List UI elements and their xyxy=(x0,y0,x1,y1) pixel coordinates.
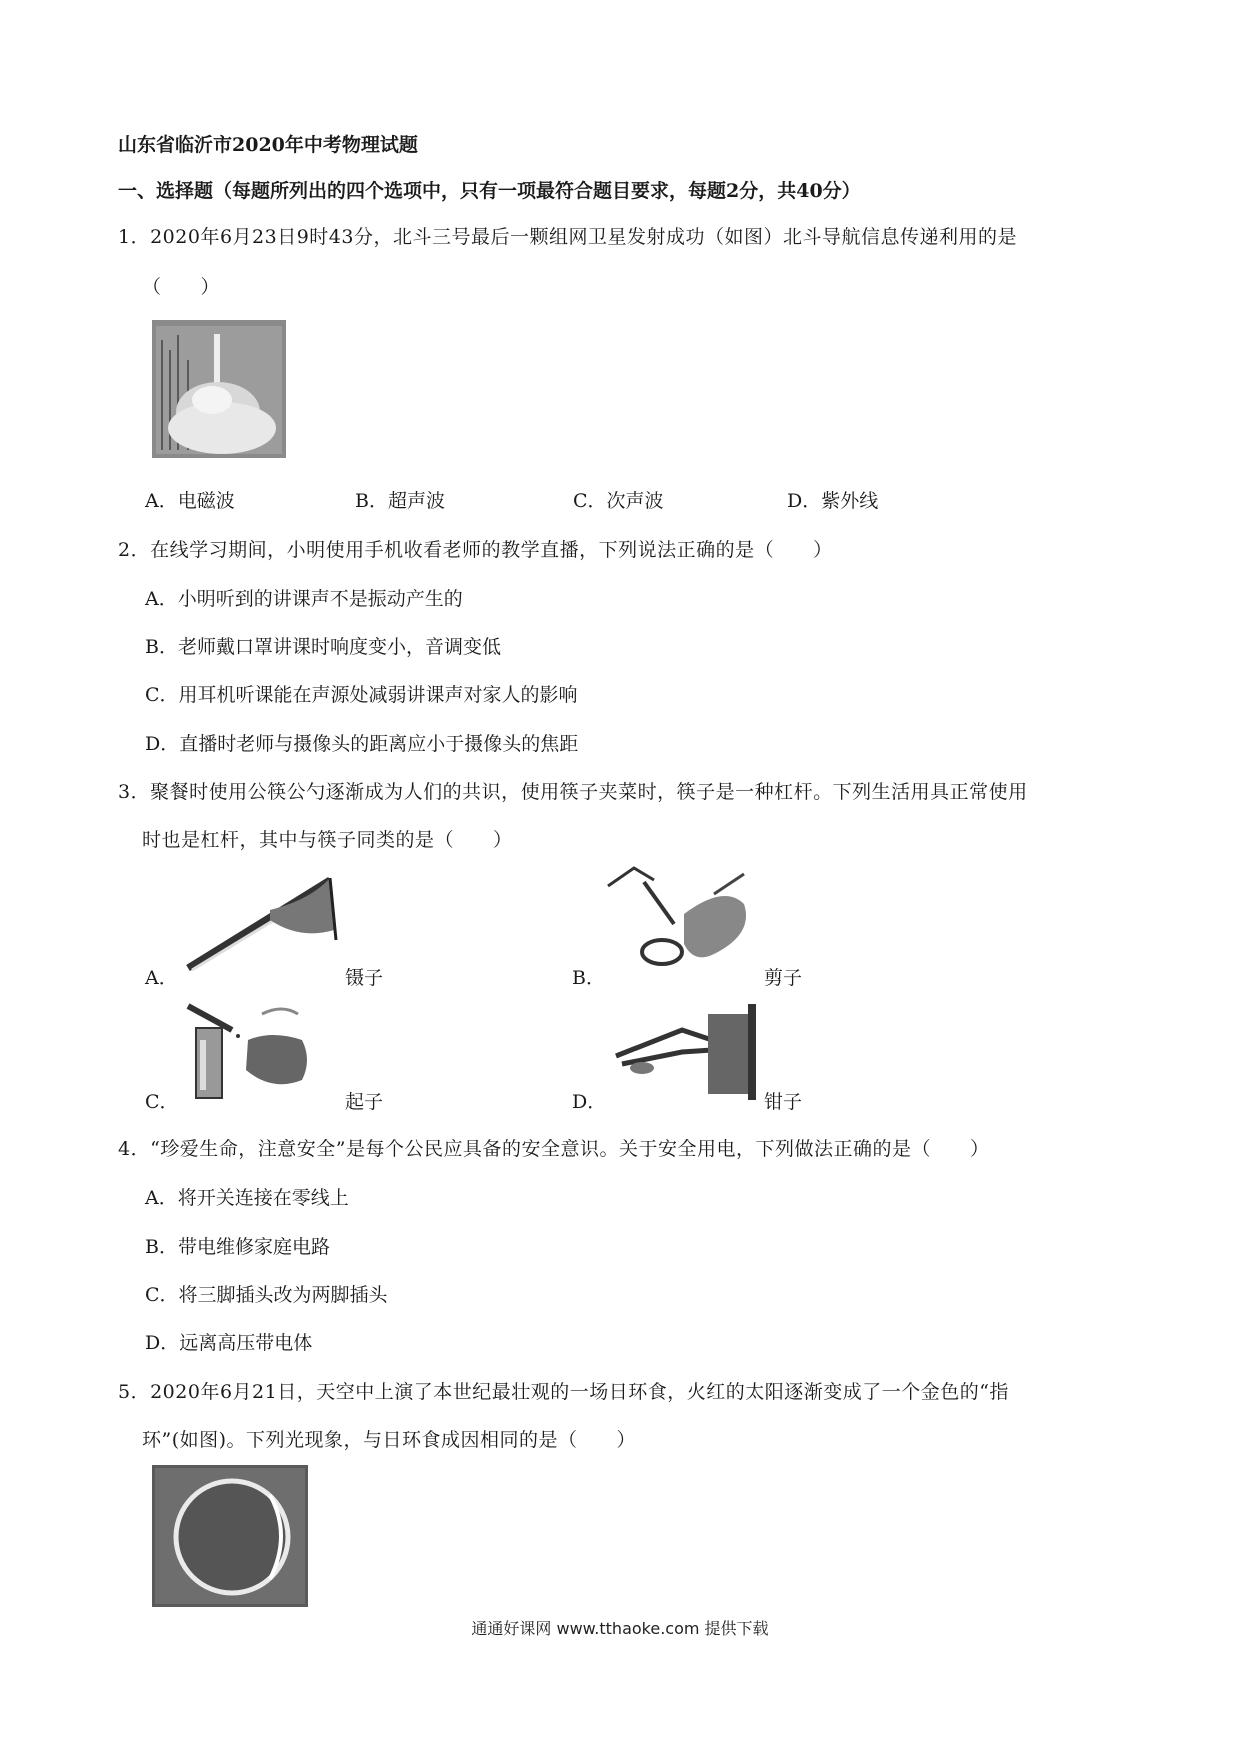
q3-option-b-letter: B． xyxy=(572,967,605,989)
q4-option-b: B．带电维修家庭电路 xyxy=(145,1236,330,1258)
q3-option-a-name: 镊子 xyxy=(345,967,384,989)
q4-option-c: C．将三脚插头改为两脚插头 xyxy=(145,1284,388,1306)
q1-option-b: B．超声波 xyxy=(355,490,445,512)
q1-option-a: A．电磁波 xyxy=(145,490,235,512)
page-footer: 通通好课网 www.tthaoke.com 提供下载 xyxy=(471,1619,769,1638)
q1-option-d: D．紫外线 xyxy=(787,490,879,512)
scissors-icon xyxy=(604,864,754,976)
q5-stem-line2: 环”(如图)。下列光现象，与日环食成因相同的是（ ） xyxy=(142,1429,637,1451)
q2-option-a: A．小明听到的讲课声不是振动产生的 xyxy=(145,588,463,610)
tweezers-icon xyxy=(180,870,340,978)
q2-option-d: D．直播时老师与摄像头的距离应小于摄像头的焦距 xyxy=(145,733,579,755)
q1-option-c: C．次声波 xyxy=(573,490,664,512)
q5-stem-line1: 5．2020年6月21日，天空中上演了本世纪最壮观的一场日环食，火红的太阳逐渐变成了一个金色的“指 xyxy=(118,1381,1009,1403)
q3-option-a-letter: A． xyxy=(145,967,178,989)
annular-eclipse-image xyxy=(152,1465,308,1607)
rocket-launch-image xyxy=(152,320,286,458)
q3-option-d-letter: D． xyxy=(572,1091,607,1113)
q3-stem-line1: 3．聚餐时使用公筷公勺逐渐成为人们的共识，使用筷子夹菜时，筷子是一种杠杆。下列生活用具正常使用 xyxy=(118,781,1028,803)
q4-option-d: D．远离高压带电体 xyxy=(145,1332,313,1354)
q3-stem-line2: 时也是杠杆，其中与筷子同类的是（ ） xyxy=(142,829,513,851)
q1-stem-line1: 1．2020年6月23日9时43分，北斗三号最后一颗组网卫星发射成功（如图）北斗导航信息传递利用的是 xyxy=(118,226,1017,248)
q4-stem: 4．“珍爱生命，注意安全”是每个公民应具备的安全意识。关于安全用电，下列做法正确的是（ ） xyxy=(118,1138,990,1160)
q3-option-c-name: 起子 xyxy=(345,1091,384,1113)
q2-option-c: C．用耳机听课能在声源处减弱讲课声对家人的影响 xyxy=(145,684,578,706)
q2-option-b: B．老师戴口罩讲课时响度变小，音调变低 xyxy=(145,636,501,658)
q1-stem-line2: （ ） xyxy=(142,276,221,298)
q2-stem: 2．在线学习期间，小明使用手机收看老师的教学直播，下列说法正确的是（ ） xyxy=(118,539,833,561)
q3-option-d-name: 钳子 xyxy=(764,1091,803,1113)
bottle-opener-icon xyxy=(182,1000,332,1102)
q3-option-c-letter: C． xyxy=(145,1091,179,1113)
page-title: 山东省临沂市2020年中考物理试题 xyxy=(118,134,418,156)
q3-option-b-name: 剪子 xyxy=(764,967,803,989)
pliers-icon xyxy=(612,1000,762,1104)
section-heading: 一、选择题（每题所列出的四个选项中，只有一项最符合题目要求，每题2分，共40分） xyxy=(118,180,861,202)
q4-option-a: A．将开关连接在零线上 xyxy=(145,1187,349,1209)
